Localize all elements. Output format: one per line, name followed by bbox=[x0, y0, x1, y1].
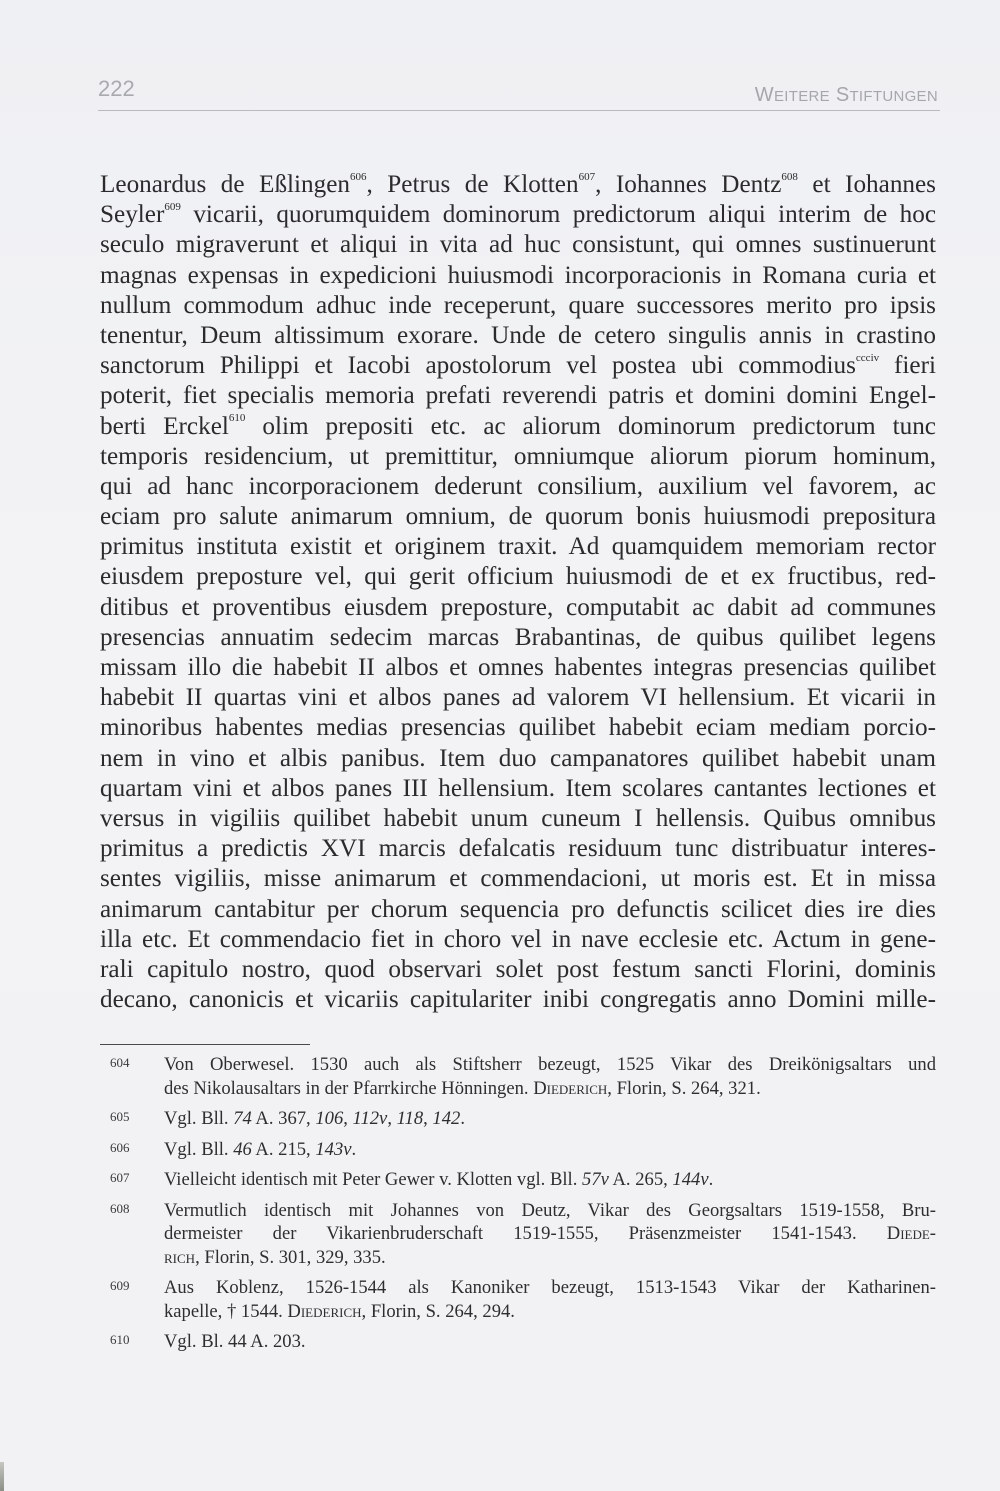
text-segment: . bbox=[708, 1169, 714, 1190]
folio-reference: 144v bbox=[672, 1169, 709, 1190]
text-segment: Vielleicht identisch mit Peter Gewer v. Klotten vgl. Bll. bbox=[164, 1169, 583, 1190]
text-segment: sanctorum Philippi et Iacobi apostolorum vel postea ubi commodius bbox=[100, 352, 856, 380]
text-segment: rali capitulo nostro, quod observari solet post festum sancti Florini, dominis bbox=[100, 955, 936, 983]
footnote-reference: 606 bbox=[350, 170, 367, 183]
text-line bbox=[100, 593, 936, 623]
text-line bbox=[100, 864, 936, 894]
text-segment: Vermutlich identisch mit Johannes von Deutz, Vikar des Georgsaltars 1519-1558, Bru- bbox=[164, 1199, 936, 1221]
text-segment: illa etc. Et commendacio fiet in choro vel in nave ecclesie etc. Actum in gene- bbox=[100, 925, 936, 953]
text-segment: . bbox=[460, 1108, 465, 1129]
text-line bbox=[100, 442, 936, 472]
footnote-line bbox=[164, 1222, 936, 1246]
text-segment: sentes vigiliis, misse animarum et commendacioni, ut moris est. Et in missa bbox=[100, 865, 936, 893]
text-segment: nullum commodum adhuc inde receperunt, quare successores merito pro ipsis bbox=[100, 291, 936, 319]
text-segment: versus in vigiliis quilibet habebit unum cuneum I hellensis. Quibus omnibus bbox=[100, 804, 936, 832]
text-segment: , Florin, S. 264, 321. bbox=[607, 1077, 761, 1099]
text-segment: habebit II quartas vini et albos panes ad valorem VI hellensium. Et vicarii in bbox=[100, 684, 936, 712]
text-segment: poterit, fiet specialis memoria prefati reverendi patris et domini domini Engel- bbox=[100, 382, 936, 410]
text-segment: magnas expensas in expedicioni huiusmodi incorporacionis in Romana curia et bbox=[100, 261, 936, 289]
text-segment: tenentur, Deum altissimum exorare. Unde de cetero singulis annis in crastino bbox=[100, 321, 936, 349]
folio-reference: 142 bbox=[432, 1108, 461, 1129]
folio-reference: 57v bbox=[582, 1169, 609, 1190]
footnote-line bbox=[164, 1199, 936, 1223]
text-line bbox=[100, 351, 936, 381]
text-segment: kapelle, † 1544. bbox=[164, 1300, 288, 1322]
text-line bbox=[100, 261, 936, 291]
running-head bbox=[98, 74, 940, 111]
text-line bbox=[100, 895, 936, 925]
text-segment: eiusdem preposture vel, qui gerit officium huiusmodi de et ex fructibus, red- bbox=[100, 563, 936, 591]
text-line bbox=[100, 744, 936, 774]
footnote-line bbox=[164, 1077, 936, 1101]
text-line bbox=[100, 804, 936, 834]
folio-reference: 112v bbox=[352, 1108, 388, 1129]
text-segment: , Iohannes Dentz bbox=[595, 171, 782, 198]
footnote-605 bbox=[100, 1107, 936, 1131]
text-line bbox=[100, 834, 936, 864]
text-segment: ditibus et proventibus eiusdem preposture, computabit ac dabit ad communes bbox=[100, 593, 936, 621]
text-segment: decano, canonicis et vicariis capitulariter inibi congregatis anno Domini mille- bbox=[100, 986, 936, 1014]
text-line bbox=[100, 653, 936, 683]
footnote-separator bbox=[100, 1044, 310, 1045]
text-line bbox=[100, 925, 936, 955]
text-line bbox=[100, 321, 936, 351]
footnote-line bbox=[164, 1138, 936, 1162]
folio-reference: 143v bbox=[315, 1138, 352, 1160]
text-segment: olim prepositi etc. ac aliorum dominorum predictorum tunc bbox=[245, 412, 936, 440]
text-segment: nem in vino et albis panibus. Item duo campanatores quilibet habebit unam bbox=[100, 744, 936, 772]
author-name: rich bbox=[164, 1246, 196, 1268]
text-segment: , Petrus de Klotten bbox=[366, 171, 579, 198]
footnote-608 bbox=[100, 1199, 936, 1270]
text-segment: et Iohannes bbox=[797, 171, 936, 198]
text-line bbox=[100, 170, 936, 200]
text-line bbox=[100, 230, 936, 260]
text-segment: primitus a predictis XVI marcis defalcatis residuum tunc distribuatur interes- bbox=[100, 835, 936, 863]
text-line bbox=[100, 562, 936, 592]
footnote-number: 608 bbox=[110, 1200, 130, 1216]
text-segment: Von Oberwesel. 1530 auch als Stiftsherr bezeugt, 1525 Vikar des Dreikönigsaltars und bbox=[164, 1054, 936, 1075]
text-segment: quartam vini et albos panes III hellensium. Item scolares cantantes lectiones et bbox=[100, 774, 936, 802]
footnote-line bbox=[164, 1168, 936, 1192]
footnote-number: 607 bbox=[110, 1170, 130, 1185]
footnote-line bbox=[164, 1300, 936, 1324]
author-name: Diede- bbox=[886, 1223, 936, 1244]
text-segment: eciam pro salute animarum omnium, de quorum bonis huiusmodi prepositura bbox=[100, 503, 936, 531]
footnote-number: 605 bbox=[110, 1109, 130, 1124]
text-line bbox=[100, 472, 936, 502]
footnote-610 bbox=[100, 1330, 936, 1354]
text-segment: minoribus habentes medias presencias quilibet habebit eciam mediam porcio- bbox=[100, 714, 936, 742]
footnote-reference: 607 bbox=[578, 170, 596, 183]
text-segment: missam illo die habebit II albos et omnes habentes integras presencias quilibet bbox=[100, 654, 936, 681]
text-segment: . bbox=[351, 1138, 357, 1160]
text-segment: , bbox=[343, 1108, 353, 1129]
text-segment: temporis residencium, ut premittitur, omniumque aliorum piorum hominum, bbox=[100, 442, 936, 470]
footnote-line bbox=[164, 1276, 936, 1300]
text-segment: , Florin, S. 301, 329, 335. bbox=[195, 1246, 386, 1268]
folio-reference: 106 bbox=[315, 1108, 344, 1129]
text-segment: vicarii, quorumquidem dominorum predictorum aliqui interim de hoc bbox=[180, 201, 936, 229]
text-segment: A. 215, bbox=[251, 1138, 316, 1160]
footnote-number: 609 bbox=[110, 1278, 130, 1293]
text-segment: Vgl. Bll. bbox=[164, 1108, 234, 1129]
text-segment: berti Erckel bbox=[100, 412, 229, 440]
text-line bbox=[100, 774, 936, 804]
text-line bbox=[100, 532, 936, 562]
text-segment: animarum cantabitur per chorum sequencia pro defunctis scilicet dies ire dies bbox=[100, 895, 936, 923]
footnote-604 bbox=[100, 1053, 936, 1100]
text-segment: fieri bbox=[879, 352, 936, 380]
text-segment: dermeister der Vikarienbruderschaft 1519-1555, Präsenzmeister 1541-1543. bbox=[164, 1223, 887, 1244]
footnote-number: 610 bbox=[110, 1332, 130, 1347]
text-line bbox=[100, 623, 936, 653]
footnote-606 bbox=[100, 1138, 936, 1162]
section-title: WEITERE STIFTUNGEN bbox=[754, 84, 938, 106]
text-segment: A. 367, bbox=[251, 1108, 316, 1129]
author-name: Diederich bbox=[533, 1077, 608, 1099]
text-segment: des Nikolausaltars in der Pfarrkirche Hönningen. bbox=[164, 1077, 534, 1099]
folio-reference: 118 bbox=[396, 1108, 424, 1129]
footnote-reference: ccciv bbox=[855, 351, 880, 364]
text-line bbox=[100, 291, 936, 321]
footnote-line bbox=[164, 1053, 936, 1077]
text-line bbox=[100, 200, 936, 230]
text-segment: Aus Koblenz, 1526-1544 als Kanoniker bezeugt, 1513-1543 Vikar der Katharinen- bbox=[164, 1277, 936, 1298]
text-segment: primitus instituta existit et originem traxit. Ad quamquidem memoriam rector bbox=[100, 533, 936, 561]
footnote-line bbox=[164, 1246, 936, 1270]
text-segment: Leonardus de Eßlingen bbox=[100, 171, 350, 198]
text-line bbox=[100, 502, 936, 532]
author-name: Diederich bbox=[287, 1300, 362, 1322]
text-line bbox=[100, 985, 936, 1015]
footnote-reference: 608 bbox=[781, 170, 798, 183]
footnotes bbox=[100, 1053, 936, 1361]
text-segment: , bbox=[387, 1108, 397, 1129]
text-segment: Seyler bbox=[100, 201, 165, 229]
text-segment: seculo migraverunt et aliqui in vita ad huc consistunt, qui omnes sustinuerunt bbox=[100, 231, 936, 259]
main-text bbox=[100, 170, 936, 1015]
text-line bbox=[100, 381, 936, 411]
footnote-line bbox=[164, 1107, 936, 1131]
footnote-609 bbox=[100, 1276, 936, 1323]
text-segment: , bbox=[423, 1108, 433, 1129]
footnote-number: 604 bbox=[110, 1055, 130, 1070]
footnote-607 bbox=[100, 1168, 936, 1192]
footnote-reference: 610 bbox=[228, 412, 246, 425]
text-segment: Vgl. Bll. bbox=[164, 1138, 234, 1160]
footnote-number: 606 bbox=[110, 1139, 130, 1155]
text-segment: qui ad hanc incorporacionem dederunt consilium, auxilium vel favorem, ac bbox=[100, 472, 936, 500]
page-number: 222 bbox=[98, 76, 135, 101]
folio-reference: 74 bbox=[233, 1108, 252, 1129]
footnote-line bbox=[164, 1330, 936, 1354]
page-edge-shadow bbox=[0, 1462, 4, 1491]
footnote-reference: 609 bbox=[164, 200, 181, 213]
text-segment: , Florin, S. 264, 294. bbox=[361, 1300, 515, 1322]
text-line bbox=[100, 412, 936, 442]
text-segment: presencias annuatim sedecim marcas Brabantinas, de quibus quilibet legens bbox=[100, 623, 936, 651]
text-line bbox=[100, 955, 936, 985]
text-line bbox=[100, 713, 936, 743]
text-segment: Vgl. Bl. 44 A. 203. bbox=[164, 1331, 306, 1352]
text-line bbox=[100, 683, 936, 713]
text-segment: A. 265, bbox=[608, 1169, 673, 1190]
folio-reference: 46 bbox=[233, 1138, 252, 1160]
